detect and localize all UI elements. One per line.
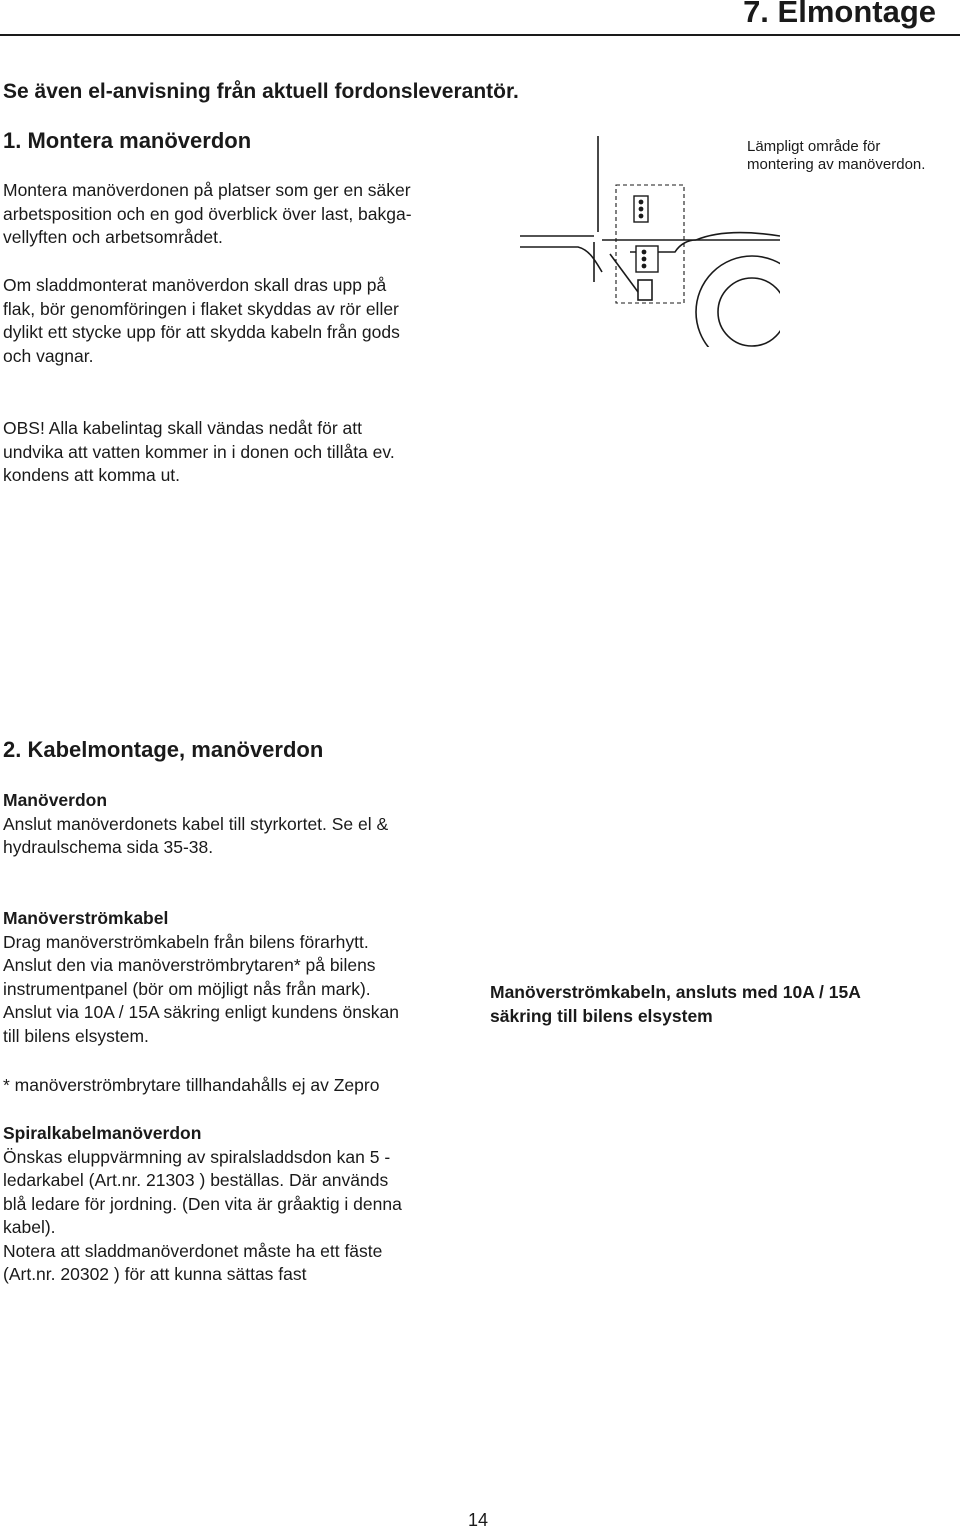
caption-line: Lämpligt område för	[747, 138, 881, 155]
text-line: (Art.nr. 20302 ) för att kunna sättas fast	[3, 1264, 307, 1284]
spiral-block	[3, 1122, 402, 1287]
obs-note	[3, 417, 395, 488]
mounting-area-outline	[616, 185, 684, 303]
text-line: blå ledare för jordning. (Den vita är gråaktig i denna	[3, 1193, 402, 1214]
page-number: 14	[468, 1510, 489, 1530]
text-line: Anslut den via manöverströmbrytaren* på bilens	[3, 955, 376, 975]
text-line: undvika att vatten kommer in i donen och tillåta ev.	[3, 441, 395, 462]
text-line: vellyften och arbetsområdet.	[3, 227, 223, 247]
section2-heading: 2. Kabelmontage, manöverdon	[3, 737, 324, 762]
section1-paragraph2	[3, 274, 400, 368]
control-box-upper	[634, 196, 648, 222]
text-line: Notera att sladdmanöverdonet måste ha ett fäste	[3, 1240, 383, 1261]
spiral-title: Spiralkabelmanöverdon	[3, 1123, 202, 1143]
section1-paragraph1	[3, 179, 412, 250]
text-line: säkring till bilens elsystem	[490, 1006, 713, 1026]
text-line: Drag manöverströmkabeln från bilens förarhytt.	[3, 931, 369, 952]
figure-caption	[747, 138, 925, 174]
text-line: kabel).	[3, 1217, 56, 1237]
manoverstromkabel-title: Manöverströmkabel	[3, 908, 169, 928]
manoverdon-block	[3, 789, 388, 860]
text-line: instrumentpanel (bör om möjligt nås från mark).	[3, 978, 371, 999]
chapter-title: 7. Elmontage	[743, 0, 936, 29]
manoverdon-title: Manöverdon	[3, 790, 108, 810]
text-line: Manöverströmkabeln, ansluts med 10A / 15A	[490, 982, 861, 1002]
text-line: dylikt ett stycke upp för att skydda kabeln från gods	[3, 322, 400, 342]
truck-mounting-illustration	[520, 132, 780, 347]
text-line: arbetsposition och en god överblick över last, bakga-	[3, 203, 412, 224]
text-line: Anslut via 10A / 15A säkring enligt kundens önskan	[3, 1002, 399, 1022]
caption-line: montering av manöverdon.	[747, 156, 926, 173]
control-box-lower	[636, 246, 658, 272]
text-line: till bilens elsystem.	[3, 1025, 149, 1046]
fuse-note	[490, 980, 861, 1028]
text-line: och vagnar.	[3, 345, 94, 366]
text-line: flak, bör genomföringen i flaket skyddas av rör eller	[3, 298, 399, 319]
text-line: OBS! Alla kabelintag skall vändas nedåt för att	[3, 418, 362, 438]
supplier-notice: Se även el-anvisning från aktuell fordonsleverantör.	[3, 80, 519, 103]
text-line: Anslut manöverdonets kabel till styrkortet. Se el &	[3, 813, 389, 834]
text-line: Om sladdmonterat manöverdon skall dras upp på	[3, 275, 387, 295]
text-line: Önskas eluppvärmning av spiralsladdsdon kan 5 -	[3, 1146, 391, 1167]
footnote: * manöverströmbrytare tillhandahålls ej av Zepro	[3, 1075, 380, 1095]
header-rule	[0, 34, 960, 36]
text-line: Montera manöverdonen på platser som ger en säker	[3, 180, 411, 200]
text-line: kondens att komma ut.	[3, 465, 181, 485]
manoverstromkabel-block	[3, 907, 399, 1048]
section1-heading: 1. Montera manöverdon	[3, 128, 252, 153]
text-line: hydraulschema sida 35-38.	[3, 837, 214, 857]
text-line: ledarkabel (Art.nr. 21303 ) beställas. Där används	[3, 1170, 389, 1190]
